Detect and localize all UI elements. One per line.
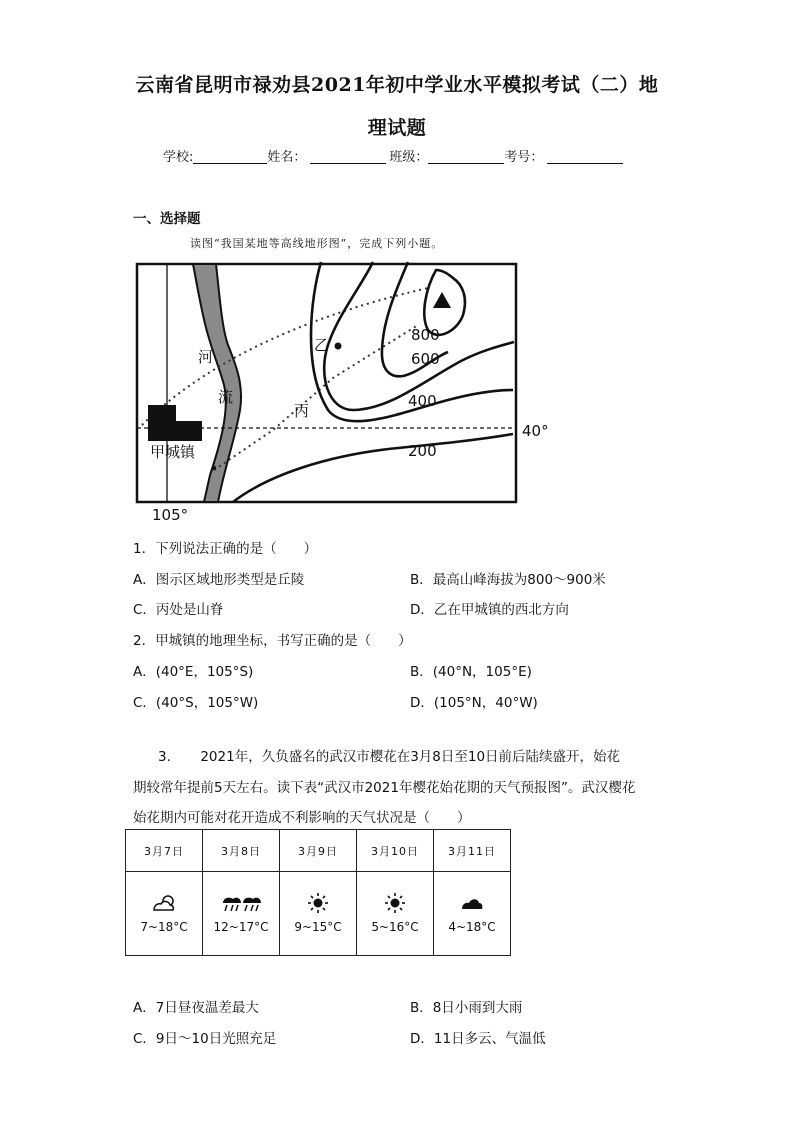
section-heading: 一、选择题 bbox=[133, 211, 201, 227]
q1-option-c[interactable]: C．丙处是山脊 bbox=[133, 602, 224, 618]
town-dot bbox=[212, 466, 216, 470]
weather-cell bbox=[280, 872, 357, 956]
weather-cell bbox=[357, 872, 434, 956]
q3-stem-line1: 3． 2021年，久负盛名的武汉市樱花在3月8日至10日前后陆续盛开，始花 bbox=[158, 749, 621, 765]
sun-icon bbox=[357, 892, 433, 914]
map-intro: 读图“我国某地等高线地形图”，完成下列小题。 bbox=[190, 237, 444, 250]
q1-option-b[interactable]: B．最高山峰海拔为800～900米 bbox=[410, 572, 606, 588]
contour-label-600: 600 bbox=[411, 350, 440, 368]
temp-range: 4~18°C bbox=[448, 920, 496, 934]
exam-title-line2: 理试题 bbox=[367, 117, 427, 139]
q3-stem-line3: 始花期内可能对花开造成不利影响的天气状况是（ ） bbox=[133, 810, 471, 826]
date-cell: 3月9日 bbox=[280, 830, 357, 872]
q2-stem: 2．甲城镇的地理坐标，书写正确的是（ ） bbox=[133, 633, 412, 649]
contour-label-400: 400 bbox=[408, 392, 437, 410]
point-bing-label: 丙 bbox=[294, 402, 310, 420]
q3-option-a[interactable]: A．7日昼夜温差最大 bbox=[133, 1000, 259, 1016]
weather-forecast-table bbox=[125, 829, 511, 956]
table-row bbox=[126, 872, 511, 956]
name-label: 姓名： bbox=[267, 150, 307, 165]
class-blank[interactable] bbox=[428, 149, 504, 164]
longitude-label: 105° bbox=[152, 506, 189, 524]
cloud-icon bbox=[434, 892, 510, 914]
point-yi-label: 乙 bbox=[314, 336, 330, 354]
school-label: 学校: bbox=[163, 150, 194, 165]
weather-cell bbox=[203, 872, 280, 956]
river-label-1: 河 bbox=[198, 348, 214, 366]
town-block bbox=[148, 405, 176, 441]
q3-option-d[interactable]: D．11日多云、气温低 bbox=[410, 1031, 546, 1047]
contour-label-200: 200 bbox=[408, 442, 437, 460]
contour-label-800: 800 bbox=[411, 326, 440, 344]
q3-option-b[interactable]: B．8日小雨到大雨 bbox=[410, 1000, 523, 1016]
exam-title-line1: 云南省昆明市禄劝县2021年初中学业水平模拟考试（二）地 bbox=[135, 74, 659, 96]
temp-range: 7~18°C bbox=[140, 920, 188, 934]
school-blank[interactable] bbox=[193, 149, 267, 164]
temp-range: 12~17°C bbox=[213, 920, 269, 934]
partly-cloudy-icon bbox=[126, 892, 202, 914]
date-cell: 3月7日 bbox=[126, 830, 203, 872]
table-row bbox=[126, 830, 511, 872]
point-yi-dot bbox=[335, 343, 342, 350]
q1-option-a[interactable]: A．图示区域地形类型是丘陵 bbox=[133, 572, 305, 588]
temp-range: 5~16°C bbox=[371, 920, 419, 934]
rain-icon bbox=[203, 892, 279, 914]
q3-option-c[interactable]: C．9日～10日光照充足 bbox=[133, 1031, 277, 1047]
sun-icon bbox=[280, 892, 356, 914]
date-cell: 3月11日 bbox=[434, 830, 511, 872]
q1-stem: 1．下列说法正确的是（ ） bbox=[133, 541, 318, 557]
q2-option-a[interactable]: A．(40°E，105°S) bbox=[133, 664, 254, 680]
weather-cell bbox=[434, 872, 511, 956]
date-cell: 3月10日 bbox=[357, 830, 434, 872]
town-block bbox=[172, 421, 202, 441]
q2-option-d[interactable]: D．(105°N，40°W) bbox=[410, 695, 538, 711]
date-cell: 3月8日 bbox=[203, 830, 280, 872]
q1-option-d[interactable]: D．乙在甲城镇的西北方向 bbox=[410, 602, 569, 618]
q2-option-c[interactable]: C．(40°S，105°W) bbox=[133, 695, 259, 711]
q2-option-b[interactable]: B．(40°N，105°E) bbox=[410, 664, 532, 680]
town-label: 甲城镇 bbox=[150, 443, 196, 461]
student-info-row bbox=[163, 146, 623, 165]
q3-stem-line2: 期较常年提前5天左右。读下表“武汉市2021年樱花始花期的天气预报图”。武汉樱花 bbox=[133, 780, 636, 796]
exam-no-blank[interactable] bbox=[547, 149, 623, 164]
class-label: 班级： bbox=[389, 150, 429, 165]
name-blank[interactable] bbox=[310, 149, 386, 164]
river-label-2: 流 bbox=[218, 388, 234, 406]
exam-no-label: 考号： bbox=[504, 150, 544, 165]
latitude-label: 40° bbox=[522, 422, 549, 440]
weather-cell bbox=[126, 872, 203, 956]
temp-range: 9~15°C bbox=[294, 920, 342, 934]
contour-map bbox=[128, 260, 549, 525]
